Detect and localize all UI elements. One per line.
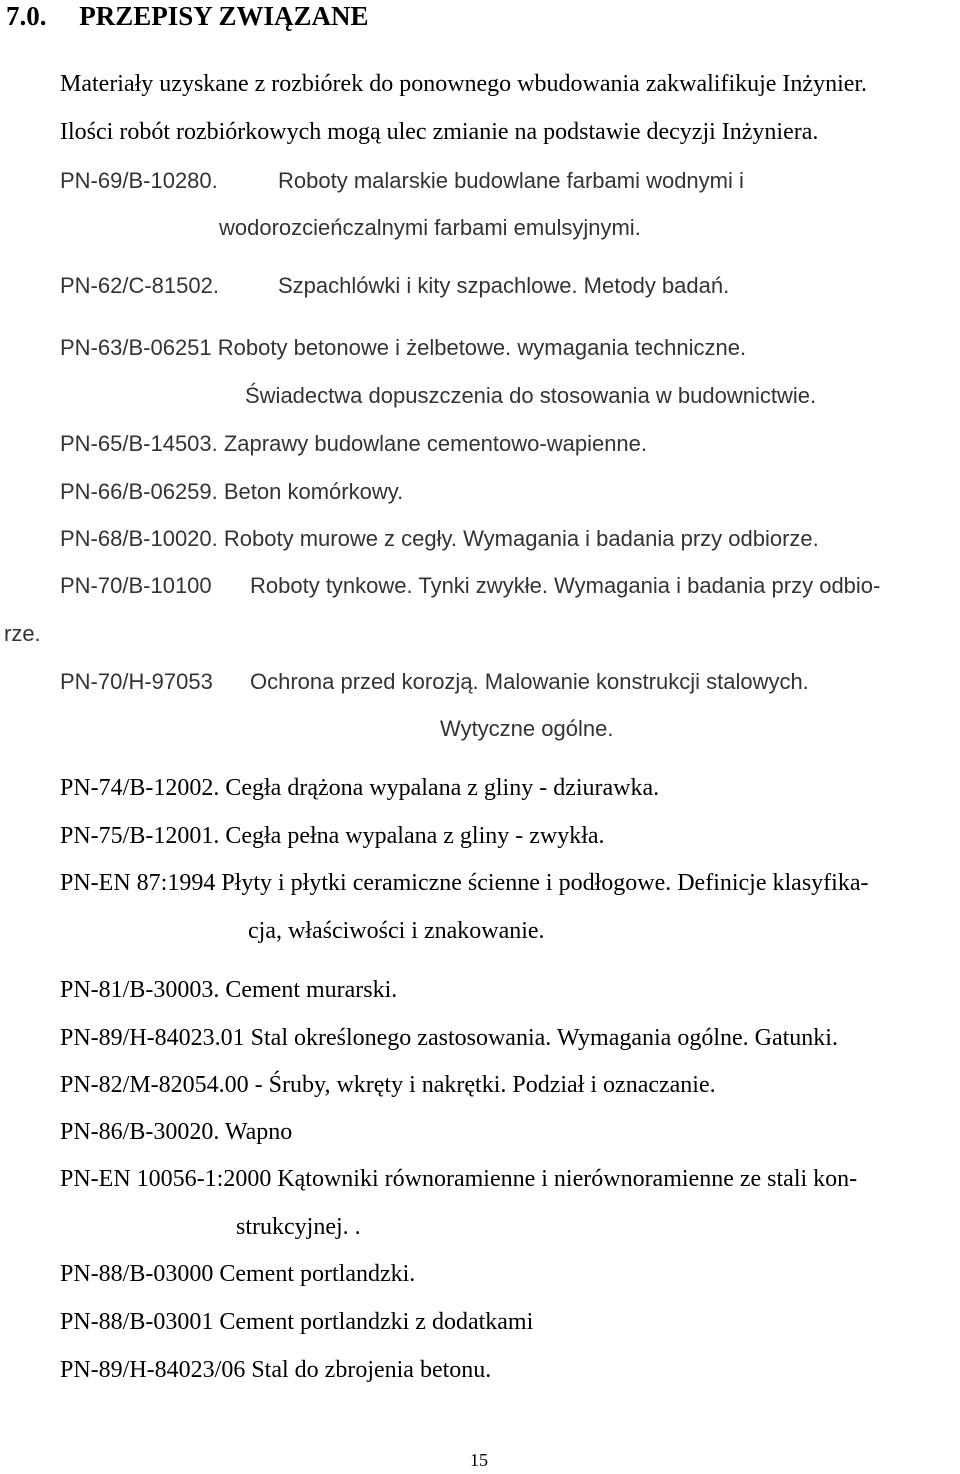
section-title: PRZEPISY ZWIĄZANE [79,1,369,31]
standard-pn66: PN-66/B-06259. Beton komórkowy. [60,479,404,504]
standard-pn75: PN-75/B-12001. Cegła pełna wypalana z gliny - zwykła. [60,823,605,849]
standard-pn86: PN-86/B-30020. Wapno [60,1119,293,1145]
standard-pn70b-code: PN-70/B-10100 [60,573,212,598]
standard-pn62-code: PN-62/C-81502. [60,273,219,298]
standard-pn63-line2: Świadectwa dopuszczenia do stosowania w budownictwie. [245,383,817,408]
standard-pn89-b: PN-89/H-84023/06 Stal do zbrojenia betonu. [60,1357,492,1383]
standard-pn70h-code: PN-70/H-97053 [60,669,213,694]
standard-pnen10056-line2: strukcyjnej. . [236,1214,361,1240]
standard-pnen10056-line1: PN-EN 10056-1:2000 Kątowniki równoramienne i nierównoramienne ze stali kon- [60,1166,858,1192]
standard-pnen87-line2: cja, właściwości i znakowanie. [248,918,545,944]
standard-pn63-line1: PN-63/B-06251 Roboty betonowe i żelbetowe. wymagania techniczne. [60,335,747,360]
page-number: 15 [470,1450,488,1470]
standard-pn68: PN-68/B-10020. Roboty murowe z cegły. Wymagania i badania przy odbiorze. [60,526,819,551]
standard-pn74: PN-74/B-12002. Cegła drążona wypalana z gliny - dziurawka. [60,775,660,801]
standard-pn70h-title: Ochrona przed korozją. Malowanie konstrukcji stalowych. [250,669,809,694]
standard-pn82: PN-82/M-82054.00 - Śruby, wkręty i nakrętki. Podział i oznaczanie. [60,1072,716,1098]
standard-pn69-code: PN-69/B-10280. [60,168,218,193]
standard-pn65: PN-65/B-14503. Zaprawy budowlane cementowo-wapienne. [60,431,648,456]
standard-pn88-a: PN-88/B-03000 Cement portlandzki. [60,1261,416,1287]
standard-pn70h-cont: Wytyczne ogólne. [440,716,614,741]
intro-line-1: Materiały uzyskane z rozbiórek do ponownego wbudowania zakwalifikuje Inżynier. [60,71,868,97]
section-heading [6,2,369,30]
standard-pnen87-line1: PN-EN 87:1994 Płyty i płytki ceramiczne ścienne i podłogowe. Definicje klasyfika- [60,870,869,896]
standard-pn88-b: PN-88/B-03001 Cement portlandzki z dodatkami [60,1309,534,1335]
standard-pn70b-cont: rze. [4,621,41,646]
standard-pn89-a: PN-89/H-84023.01 Stal określonego zastosowania. Wymagania ogólne. Gatunki. [60,1025,838,1051]
standard-pn70b-title: Roboty tynkowe. Tynki zwykłe. Wymagania i badania przy odbio- [250,573,881,598]
standard-pn62-title: Szpachlówki i kity szpachlowe. Metody badań. [278,273,730,298]
standard-pn69-cont: wodorozcieńczalnymi farbami emulsyjnymi. [219,215,641,240]
standard-pn69-title: Roboty malarskie budowlane farbami wodnymi i [278,168,744,193]
intro-line-2: Ilości robót rozbiórkowych mogą ulec zmianie na podstawie decyzji Inżyniera. [60,119,819,145]
standard-pn81: PN-81/B-30003. Cement murarski. [60,977,398,1003]
section-number: 7.0. [6,1,47,31]
